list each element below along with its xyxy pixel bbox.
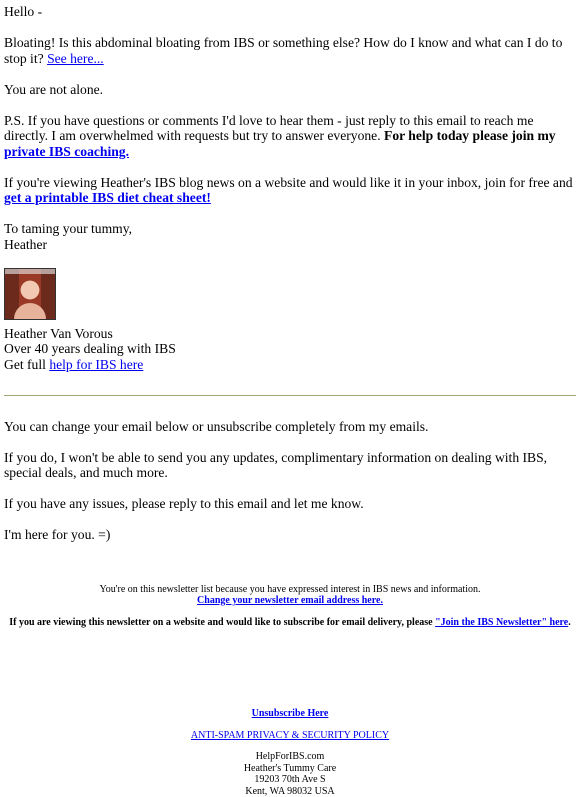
private-coaching-link[interactable]: private IBS coaching. <box>4 144 129 159</box>
blog-text: If you're viewing Heather's IBS blog news on a website and would like it in your inbox, join for free and <box>4 175 573 190</box>
greeting: Hello - <box>4 4 576 20</box>
avatar <box>4 268 56 320</box>
help-prefix: Get full <box>4 357 46 372</box>
signature-name: Heather Van Vorous <box>4 326 576 342</box>
footer-subscribe-text: If you are viewing this newsletter on a website and would like to subscribe for email delivery, please <box>9 617 432 628</box>
bloating-paragraph <box>4 35 576 66</box>
footer-city: Kent, WA 98032 USA <box>4 786 576 797</box>
ps-bold-text: For help today please join my <box>384 128 556 143</box>
signature-years: Over 40 years dealing with IBS <box>4 341 576 357</box>
bloating-text: Bloating! Is this abdominal bloating from IBS or something else? How do I know and what can I do to stop it? <box>4 35 562 66</box>
change-address-link[interactable]: Change your newsletter email address here. <box>197 595 383 606</box>
change-email-text: You can change your email below or unsubscribe completely from my emails. <box>4 419 576 435</box>
signoff-line: To taming your tummy, <box>4 221 576 237</box>
help-for-ibs-link[interactable]: help for IBS here <box>49 357 143 372</box>
issues-text: If you have any issues, please reply to this email and let me know. <box>4 496 576 512</box>
footer-street: 19203 70th Ave S <box>4 774 576 786</box>
footer <box>4 584 576 797</box>
footer-site: HelpForIBS.com <box>4 751 576 763</box>
ps-text: P.S. If you have questions or comments I'd love to hear them - just reply to this email to reach me directly. I am overwhelmed with requests but try to answer everyone. <box>4 113 533 144</box>
join-newsletter-link[interactable]: "Join the IBS Newsletter" here <box>435 617 568 628</box>
signature-help <box>4 357 576 373</box>
footer-subscribe-line <box>4 617 576 629</box>
ps-paragraph <box>4 113 576 160</box>
footer-interest-text: You're on this newsletter list because you have expressed interest in IBS news and information. <box>4 584 576 596</box>
footer-company: Heather's Tummy Care <box>4 763 576 775</box>
privacy-policy-link[interactable]: ANTI-SPAM PRIVACY & SECURITY POLICY <box>191 730 389 741</box>
here-for-you-text: I'm here for you. =) <box>4 527 576 543</box>
cheat-sheet-link[interactable]: get a printable IBS diet cheat sheet! <box>4 190 211 205</box>
unsubscribe-link[interactable]: Unsubscribe Here <box>252 708 329 719</box>
see-here-link[interactable]: See here... <box>47 51 104 66</box>
if-you-do-text: If you do, I won't be able to send you any updates, complimentary information on dealing with IBS, special deals, and much more. <box>4 450 576 481</box>
not-alone-text: You are not alone. <box>4 82 576 98</box>
footer-subscribe-end: . <box>568 617 571 628</box>
signoff-name: Heather <box>4 237 576 253</box>
blog-paragraph <box>4 175 576 206</box>
